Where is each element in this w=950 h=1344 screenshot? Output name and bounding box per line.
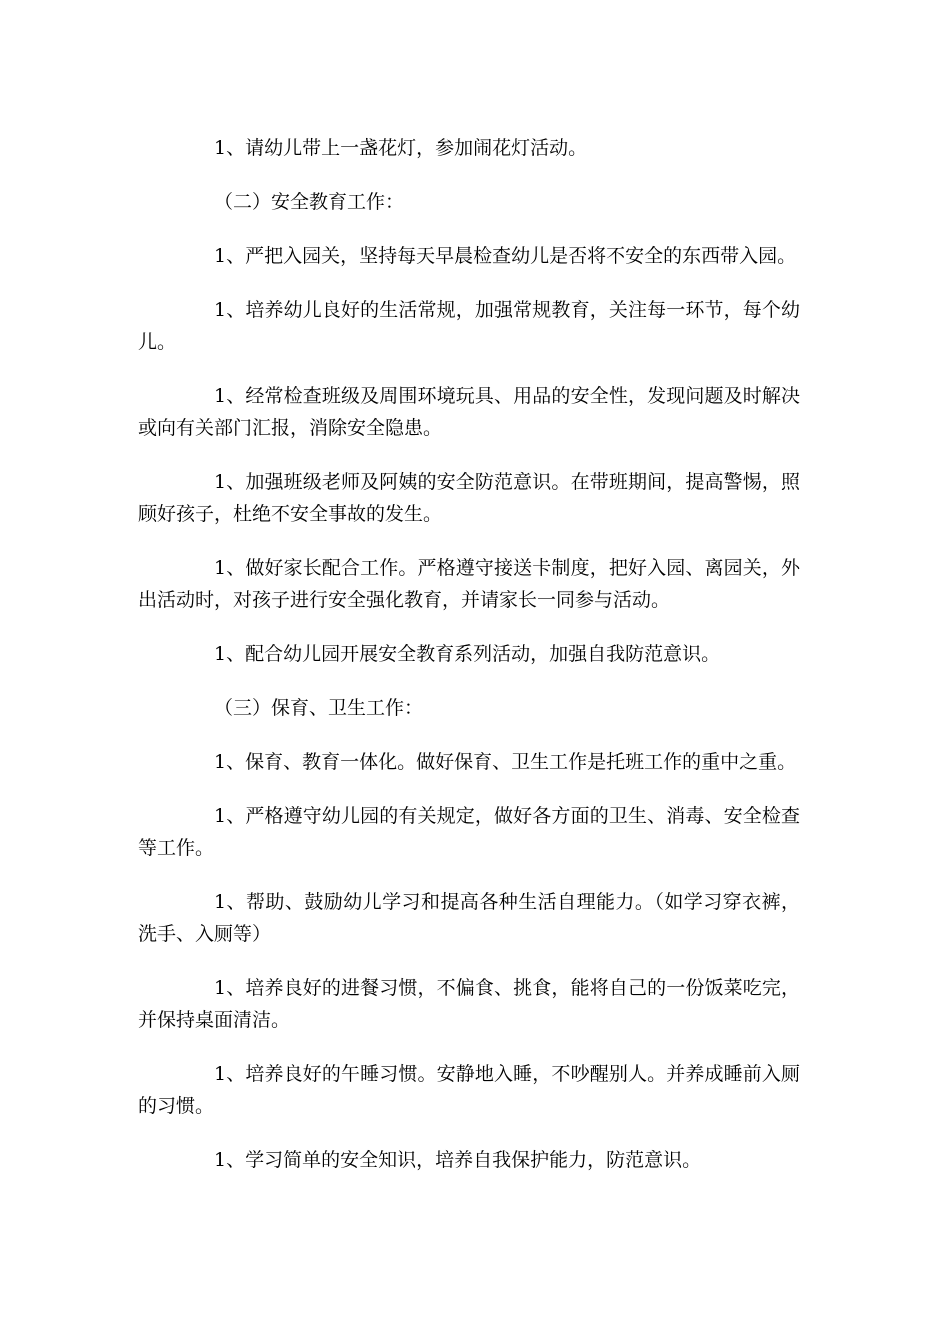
paragraph-nap-habits: 1、培养良好的午睡习惯。安静地入睡，不吵醒别人。并养成睡前入厕的习惯。 xyxy=(138,1063,800,1117)
paragraph-toy-inspection: 1、经常检查班级及周围环境玩具、用品的安全性，发现问题及时解决或向有关部门汇报，消除安全隐患。 xyxy=(138,385,800,439)
paragraph-eating-habits: 1、培养良好的进餐习惯，不偏食、挑食，能将自己的一份饭菜吃完，并保持桌面清洁。 xyxy=(138,977,800,1031)
paragraph-safety-knowledge: 1、学习简单的安全知识，培养自我保护能力，防范意识。 xyxy=(214,1149,702,1171)
paragraph-regulations: 1、严格遵守幼儿园的有关规定，做好各方面的卫生、消毒、安全检查等工作。 xyxy=(138,805,800,859)
paragraph-staff-awareness: 1、加强班级老师及阿姨的安全防范意识。在带班期间，提高警惕，照顾好孩子，杜绝不安全事故的发生。 xyxy=(138,471,800,525)
paragraph-parent-cooperation: 1、做好家长配合工作。严格遵守接送卡制度，把好入园、离园关，外出活动时，对孩子进行安全强化教育，并请家长一同参与活动。 xyxy=(138,557,800,611)
document-body xyxy=(138,132,800,1176)
section-heading-care-hygiene: （三）保育、卫生工作： xyxy=(214,697,424,719)
paragraph-entry-check: 1、严把入园关，坚持每天早晨检查幼儿是否将不安全的东西带入园。 xyxy=(214,245,797,267)
paragraph-routine: 1、培养幼儿良好的生活常规，加强常规教育，关注每一环节，每个幼儿。 xyxy=(138,299,800,353)
paragraph-self-care: 1、帮助、鼓励幼儿学习和提高各种生活自理能力。（如学习穿衣裤，洗手、入厕等） xyxy=(138,891,800,945)
paragraph-integration: 1、保育、教育一体化。做好保育、卫生工作是托班工作的重中之重。 xyxy=(214,751,797,773)
paragraph-flower-lantern: 1、请幼儿带上一盏花灯，参加闹花灯活动。 xyxy=(214,137,588,159)
paragraph-safety-activities: 1、配合幼儿园开展安全教育系列活动，加强自我防范意识。 xyxy=(214,643,721,665)
section-heading-safety: （二）安全教育工作： xyxy=(214,191,405,213)
